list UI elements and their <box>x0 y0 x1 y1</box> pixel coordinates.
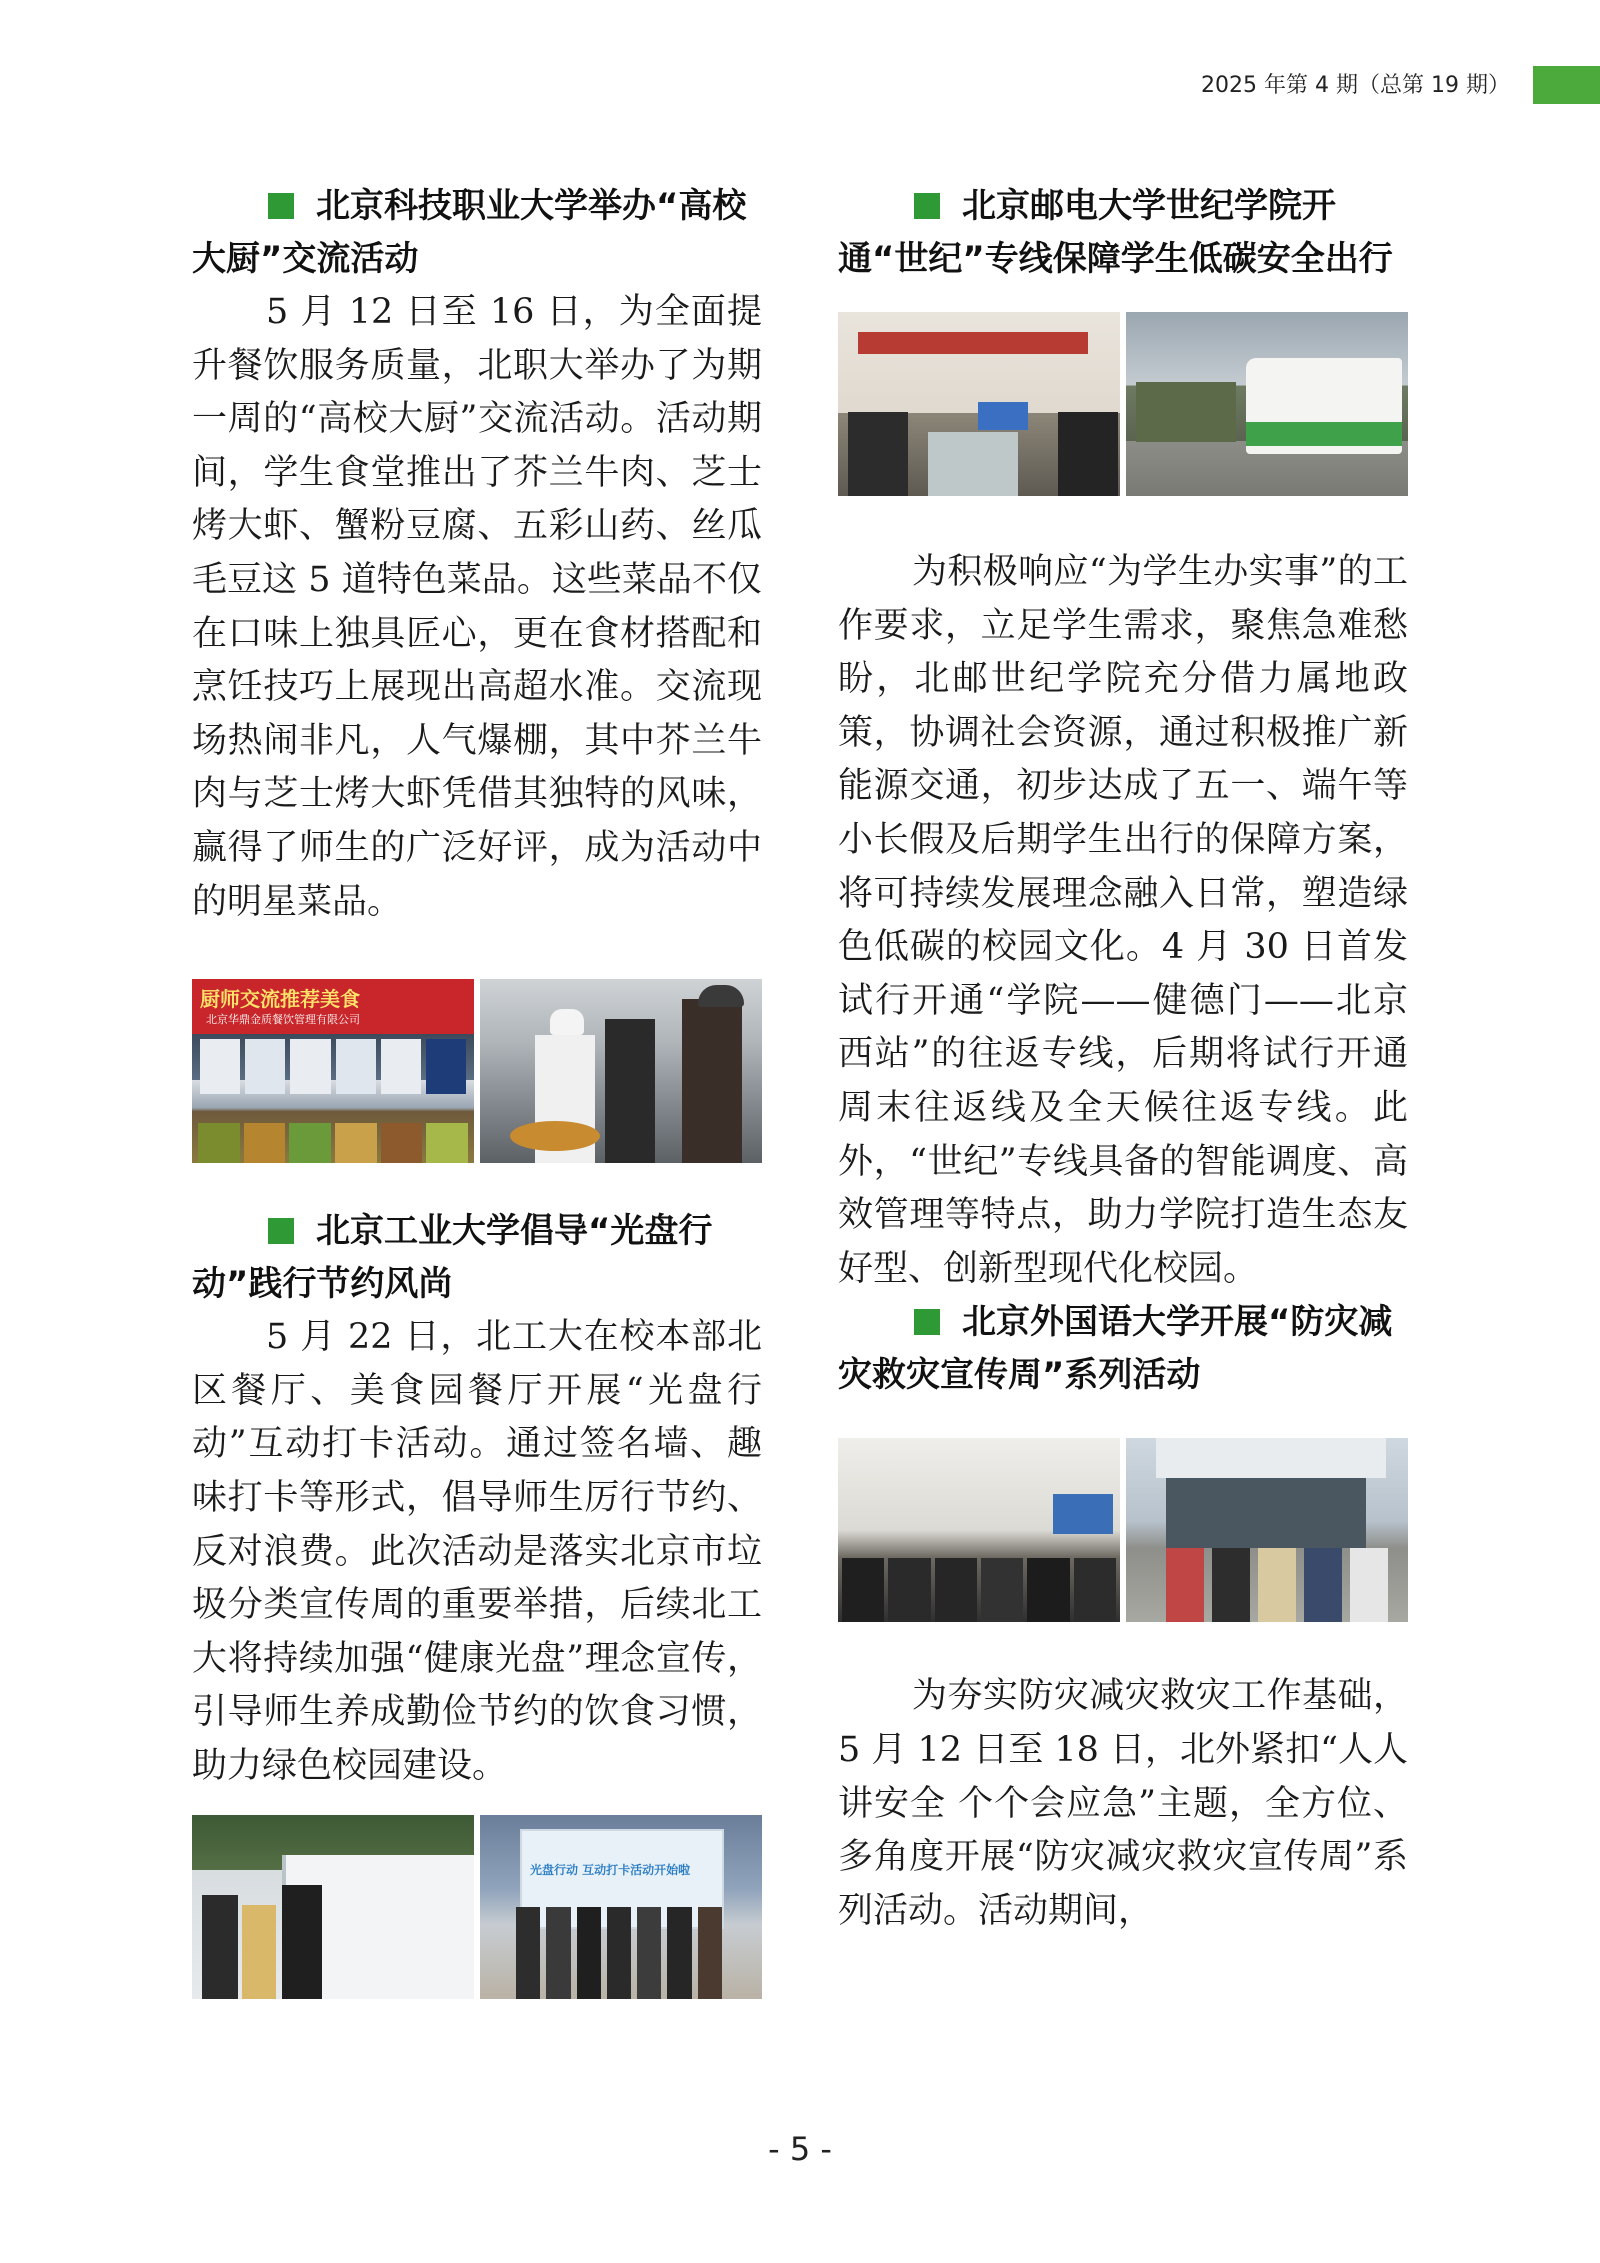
bus-stripe <box>1246 422 1402 446</box>
shuttle-bus-photo <box>1126 312 1408 496</box>
article-3-title: 北京邮电大学世纪学院开通“世纪”专线保障学生低碳安全出行 <box>838 186 1393 279</box>
people-row <box>516 1907 722 1999</box>
wok <box>510 1121 600 1151</box>
building-entrance <box>1166 1478 1366 1548</box>
student-figure <box>242 1905 276 1999</box>
attendee <box>1058 412 1118 496</box>
student-figure <box>282 1885 322 1999</box>
attendee <box>848 412 908 496</box>
square-bullet-icon <box>914 193 940 219</box>
building <box>1136 382 1236 442</box>
staff-figure <box>605 1019 655 1163</box>
evacuees-row <box>1166 1548 1388 1622</box>
building-canopy <box>1156 1438 1386 1478</box>
square-bullet-icon <box>268 193 294 219</box>
canteen-banner-subtext: 北京华鼎金质餐饮管理有限公司 <box>206 1013 360 1027</box>
square-bullet-icon <box>268 1218 294 1244</box>
projection-screen <box>1053 1494 1113 1534</box>
left-column <box>192 180 762 1999</box>
menu-board-row <box>192 1039 474 1094</box>
meeting-room-photo <box>838 312 1120 496</box>
article-4-photos <box>838 1438 1408 1622</box>
cap <box>698 985 744 1007</box>
staff-figure <box>682 999 742 1163</box>
article-2-photos <box>192 1815 762 1999</box>
article-2-body: 5 月 22 日，北工大在校本部北区餐厅、美食园餐厅开展“光盘行动”互动打卡活动。通过签名墙、趣味打卡等形式，倡导师生厉行节约、反对浪费。此次活动是落实北京市垃圾分类宣传周的重要举措，后续北工大将持续加强“健康光盘”理念宣传，引导师生养成勤俭节约的饮食习惯，助力绿色校园建设。 <box>192 1317 762 1786</box>
drill-evacuation-photo <box>1126 1438 1408 1622</box>
chefs-cooking-photo <box>480 979 762 1163</box>
conference-table <box>928 432 1018 496</box>
article-1-body: 5 月 12 日至 16 日，为全面提升餐饮服务质量，北职大举办了为期一周的“高校大厨”交流活动。活动期间，学生食堂推出了芥兰牛肉、芝士烤大虾、蟹粉豆腐、五彩山药、丝瓜毛豆这 5 道特色菜品。这些菜品不仅在口味上独具匠心，更在食材搭配和烹饪技巧上展现出高超水准。交流现场热闹非凡，人气爆棚，其中芥兰牛肉与芝士烤大虾凭借其独特的风味，赢得了师生的广泛好评，成为活动中的明星菜品。 <box>192 292 762 922</box>
canteen-banner-text: 厨师交流推荐美食 <box>200 987 360 1012</box>
article-2-title: 北京工业大学倡导“光盘行动”践行节约风尚 <box>192 1211 713 1305</box>
signature-wall-photo <box>192 1815 474 1999</box>
article-1-photos <box>192 979 762 1163</box>
wall-banner <box>858 332 1088 354</box>
article-1-title: 北京科技职业大学举办“高校大厨”交流活动 <box>192 186 747 279</box>
student-figure <box>202 1895 238 1999</box>
right-column <box>838 180 1408 1938</box>
article-3-body: 为积极响应“为学生办实事”的工作要求，立足学生需求，聚焦急难愁盼，北邮世纪学院充分借力属地政策，协调社会资源，通过积极推广新能源交通，初步达成了五一、端午等小长假及后期学生出行的保障方案，将可持续发展理念融入日常，塑造绿色低碳的校园文化。4 月 30 日首发试行开通“学院——健德门——北京西站”的往返专线，后期将试行开通周末往返线及全天候往返专线。此外，“世纪”专线具备的智能调度、高效管理等特点，助力学院打造生态友好型、创新型现代化校园。 <box>838 552 1408 1289</box>
page-number: - 5 - <box>768 2130 832 2168</box>
backdrop-text: 光盘行动 互动打卡活动开始啦 <box>530 1863 691 1878</box>
audience-row <box>838 1558 1120 1622</box>
canteen-food-photo <box>192 979 474 1163</box>
article-3-photos <box>838 312 1408 496</box>
food-trays-row <box>192 1123 474 1163</box>
square-bullet-icon <box>914 1309 940 1335</box>
issue-header: 2025 年第 4 期（总第 19 期） <box>1201 73 1510 98</box>
header-color-bar <box>1533 66 1600 104</box>
screen <box>978 402 1028 430</box>
article-4-body: 为夯实防灾减灾救灾工作基础，5 月 12 日至 18 日，北外紧扣“人人讲安全 个个会应急”主题，全方位、多角度开展“防灾减灾救灾宣传周”系列活动。活动期间， <box>838 1676 1408 1931</box>
chef-hat <box>550 1009 584 1035</box>
group-photo <box>480 1815 762 1999</box>
lecture-hall-photo <box>838 1438 1120 1622</box>
article-4-title: 北京外国语大学开展“防灾减灾救灾宣传周”系列活动 <box>838 1302 1393 1396</box>
